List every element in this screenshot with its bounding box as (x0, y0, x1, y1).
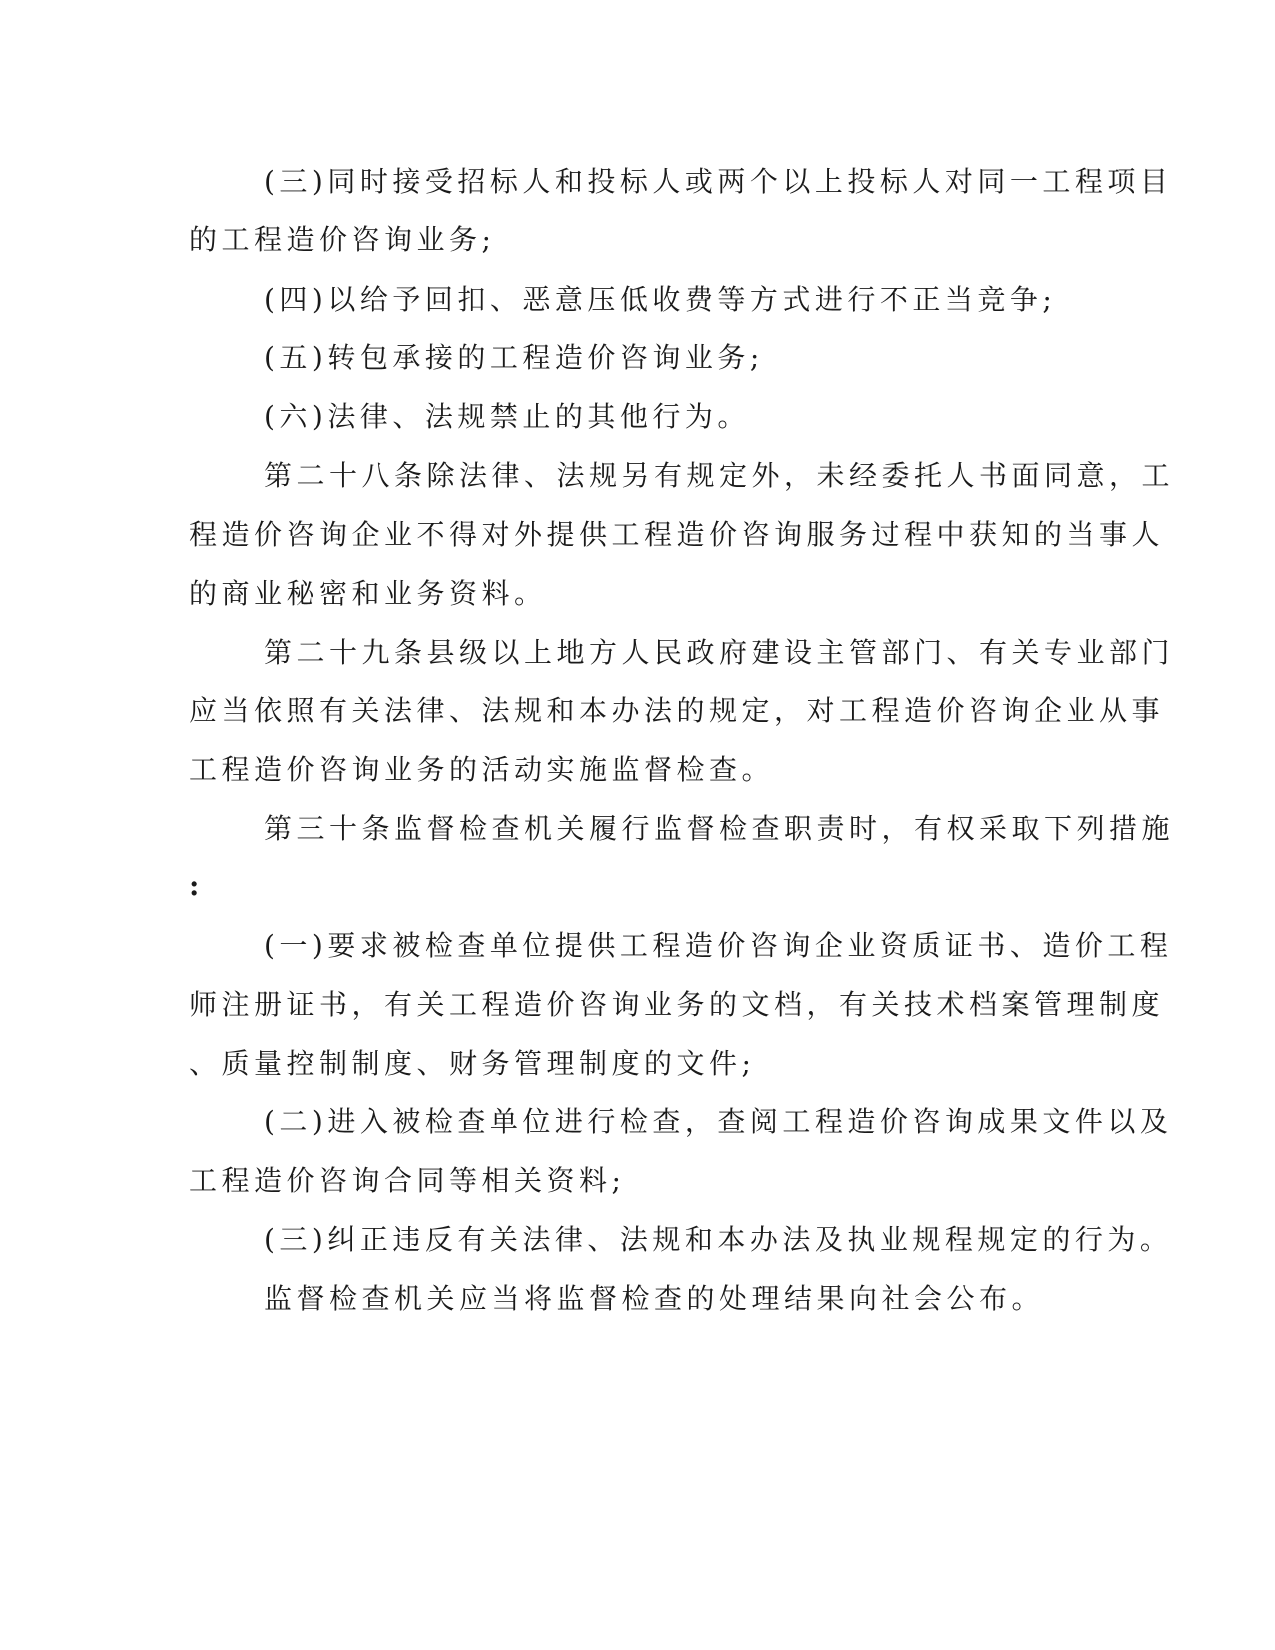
text-line: 师注册证书，有关工程造价咨询业务的文档，有关技术档案管理制度 (189, 988, 1165, 1021)
text-line: (六)法律、法规禁止的其他行为。 (264, 400, 750, 433)
text-line: 、质量控制制度、财务管理制度的文件; (189, 1047, 756, 1080)
text-line: 第三十条监督检查机关履行监督检查职责时，有权采取下列措施 (264, 812, 1175, 845)
text-line: 工程造价咨询合同等相关资料; (189, 1164, 626, 1197)
text-line: (二)进入被检查单位进行检查，查阅工程造价咨询成果文件以及 (264, 1105, 1173, 1138)
text-line: 的工程造价咨询业务; (189, 223, 496, 256)
text-line: 第二十八条除法律、法规另有规定外，未经委托人书面同意，工 (264, 459, 1175, 492)
text-line: (三)纠正违反有关法律、法规和本办法及执业规程规定的行为。 (264, 1223, 1173, 1256)
text-line: (五)转包承接的工程造价咨询业务; (264, 341, 764, 374)
text-line: (四)以给予回扣、恶意压低收费等方式进行不正当竞争; (264, 283, 1057, 316)
text-line: 第二十九条县级以上地方人民政府建设主管部门、有关专业部门 (264, 636, 1175, 669)
text-line: 工程造价咨询业务的活动实施监督检查。 (189, 753, 775, 786)
text-line: 程造价咨询企业不得对外提供工程造价咨询服务过程中获知的当事人 (189, 518, 1165, 551)
text-line: : (189, 869, 204, 902)
text-line: 的商业秘密和业务资料。 (189, 577, 547, 610)
text-line: 监督检查机关应当将监督检查的处理结果向社会公布。 (264, 1282, 1045, 1315)
text-line: 应当依照有关法律、法规和本办法的规定，对工程造价咨询企业从事 (189, 694, 1165, 727)
text-line: (三)同时接受招标人和投标人或两个以上投标人对同一工程项目 (264, 165, 1173, 198)
text-line: (一)要求被检查单位提供工程造价咨询企业资质证书、造价工程 (264, 929, 1173, 962)
